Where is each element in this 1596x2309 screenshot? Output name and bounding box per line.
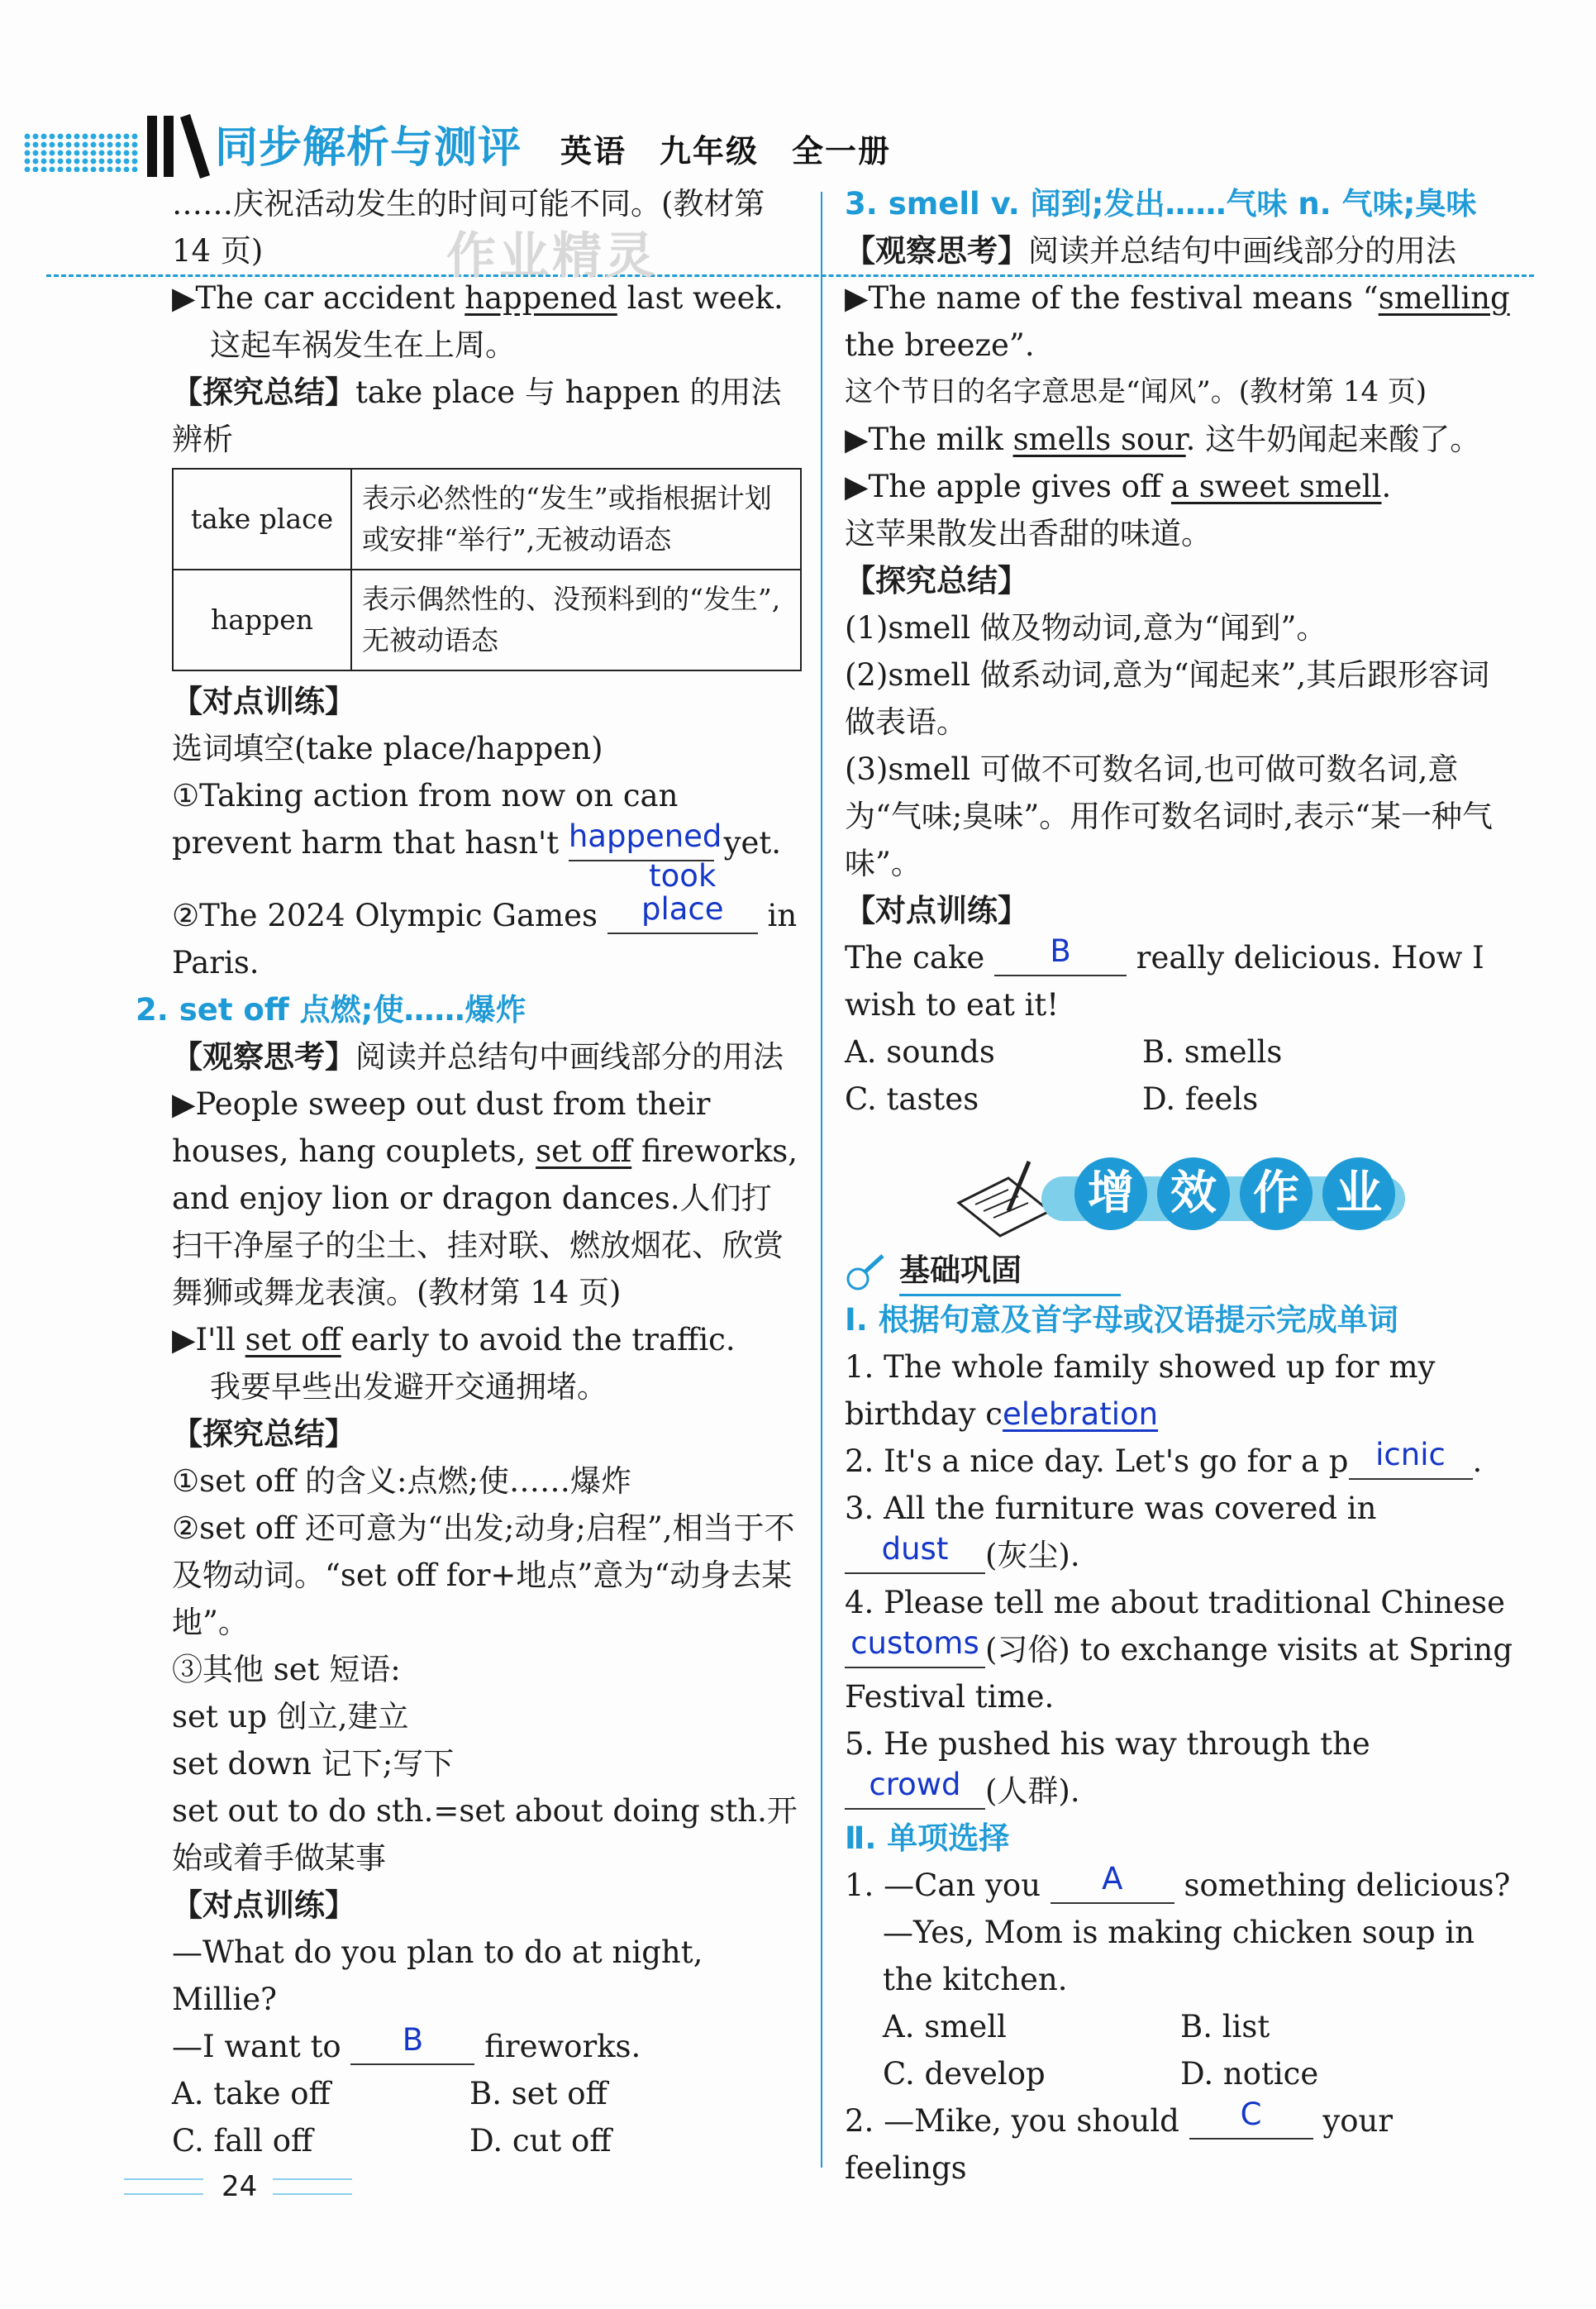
choice-item: 2. —Mike, you should C your feelings: [845, 2097, 1394, 2186]
answer: A: [1102, 1861, 1123, 1896]
dialogue-line: —What do you plan to do at night, Millie?: [172, 1935, 703, 2017]
banner-char: 效: [1157, 1157, 1230, 1230]
banner-char: 作: [1240, 1157, 1313, 1230]
point-heading: 2. set off 点燃;使……爆炸: [136, 992, 526, 1028]
summary-heading: 【探究总结】: [845, 563, 1028, 599]
options-row: C. fall off D. cut off: [172, 2123, 612, 2159]
summary-line: ②set off 还可意为“出发;动身;启程”,相当于不及物动词。“set off for+地点”意为“动身去某地”。: [172, 1510, 795, 1640]
beaker-icon: [845, 1251, 891, 1292]
summary-line: set up 创立,建立: [172, 1699, 409, 1734]
example-translation: 我要早些出发避开交通拥堵。: [210, 1369, 607, 1405]
dialogue-line: —I want to B fireworks.: [172, 2022, 641, 2064]
answer: icnic: [1375, 1437, 1446, 1472]
homework-banner: [950, 1153, 1413, 1244]
basics-heading: 基础巩固: [845, 1247, 1514, 1296]
underlined-phrase: happened: [465, 280, 617, 316]
practice-heading: 【对点训练】: [172, 1887, 355, 1923]
fill-item: 2. It's a nice day. Let's go for a p icnic .: [845, 1437, 1483, 1479]
summary-heading: 【探究总结】take place 与 happen 的用法辨析: [172, 374, 782, 457]
page-number-rule: [124, 2178, 203, 2195]
observe-heading: 【观察思考】阅读并总结句中画线部分的用法: [172, 1039, 784, 1075]
table-value-cell: 表示必然性的“发生”或指根据计划或安排“举行”,无被动语态: [351, 469, 801, 570]
example-sentence: ▶The apple gives off a sweet smell.: [845, 469, 1392, 504]
answer: took place: [641, 858, 724, 927]
choice-item-dialogue: —Yes, Mom is making chicken soup in the kitchen.: [883, 1915, 1475, 1997]
book-subtitle: 英语 九年级 全一册: [560, 133, 892, 169]
answer: dust: [881, 1531, 949, 1567]
watermark: 作业精灵: [446, 227, 658, 285]
table-key-cell: take place: [173, 469, 351, 570]
example-sentence: ▶The milk smells sour. 这牛奶闻起来酸了。: [845, 422, 1481, 457]
books-logo-icon: [144, 111, 220, 179]
table-row: [173, 469, 801, 570]
example-sentence: ▶People sweep out dust from their houses, hang couplets, set off fireworks, and enjoy lion or dragon dances.人们打扫干净屋子的尘土、挂对联、燃放烟花、欣赏舞狮或舞龙表演。(教材第 14 页): [172, 1086, 798, 1310]
section-title: Ⅱ. 单项选择: [845, 1820, 1010, 1856]
page-number-block: [124, 2170, 355, 2211]
answer: happened: [568, 818, 722, 854]
summary-line: (3)smell 可做不可数名词,也可做可数名词,意为“气味;臭味”。用作可数名词时,表示“某一种气味”。: [845, 751, 1493, 881]
answer: C: [1240, 2097, 1262, 2132]
practice-item: The cake B really delicious. How I wish to eat it!: [845, 933, 1484, 1023]
answer: crowd: [869, 1767, 961, 1802]
options-row: A. sounds B. smells: [845, 1034, 1283, 1070]
page-number-rule: [273, 2178, 352, 2195]
answer: elebration: [1003, 1396, 1159, 1432]
options-row: C. develop D. notice: [883, 2056, 1319, 2092]
fill-item: 4. Please tell me about traditional Chinese customs (习俗) to exchange visits at Spring Festival time.: [845, 1585, 1513, 1715]
table-key-cell: happen: [173, 570, 351, 670]
fill-item: 1. The whole family showed up for my birthday celebration: [845, 1349, 1436, 1432]
table-value-cell: 表示偶然性的、没预料到的“发生”,无被动语态: [351, 570, 801, 670]
example-translation: 这个节日的名字意思是“闻风”。(教材第 14 页): [845, 375, 1427, 408]
summary-line: ③其他 set 短语:: [172, 1652, 401, 1687]
point-heading: 3. smell v. 闻到;发出……气味 n. 气味;臭味: [845, 186, 1477, 222]
example-sentence: ▶The name of the festival means “smelling the breeze”.: [845, 280, 1510, 363]
observe-heading: 【观察思考】阅读并总结句中画线部分的用法: [845, 233, 1456, 269]
options-row: A. smell B. list: [883, 2009, 1270, 2044]
example-sentence: ▶I'll set off early to avoid the traffic.: [172, 1322, 736, 1357]
summary-line: set down 记下;写下: [172, 1746, 455, 1782]
page-number: 24: [222, 2170, 258, 2203]
section-title: Ⅰ. 根据句意及首字母或汉语提示完成单词: [845, 1302, 1398, 1338]
summary-line: (1)smell 做及物动词,意为“闻到”。: [845, 610, 1327, 646]
practice-item: ①Taking action from now on can prevent harm that hasn't happened yet.: [172, 778, 782, 861]
answer: B: [1050, 933, 1071, 969]
summary-line: ①set off 的含义:点燃;使……爆炸: [172, 1463, 631, 1499]
summary-line: (2)smell 做系动词,意为“闻起来”,其后跟形容词做表语。: [845, 657, 1490, 740]
example-translation: 这起车祸发生在上周。: [210, 327, 516, 363]
summary-heading: 【探究总结】: [172, 1416, 355, 1452]
example-translation: 这苹果散发出香甜的味道。: [845, 516, 1212, 551]
choice-item: 1. —Can you A something delicious?: [845, 1861, 1511, 1903]
practice-heading: 【对点训练】: [172, 684, 355, 719]
text-line: ……庆祝活动发生的时间可能不同。(教材第 14 页): [172, 186, 765, 269]
left-column: [136, 180, 802, 2164]
banner-char: 增: [1074, 1157, 1147, 1230]
practice-item: ②The 2024 Olympic Games took place in Paris.: [172, 858, 798, 980]
table-row: [173, 570, 801, 670]
page-header: [23, 106, 1511, 188]
answer: customs: [850, 1625, 979, 1661]
fill-item: 5. He pushed his way through the crowd (人群).: [845, 1726, 1370, 1809]
book-title: 同步解析与测评: [215, 123, 522, 173]
answer: B: [402, 2022, 424, 2058]
instruction: 选词填空(take place/happen): [172, 731, 603, 766]
fill-item: 3. All the furniture was covered in dust (灰尘).: [845, 1491, 1377, 1573]
options-row: C. tastes D. feels: [845, 1081, 1259, 1117]
practice-heading: 【对点训练】: [845, 893, 1028, 928]
header-dots-decoration: [23, 132, 139, 172]
summary-line: set out to do sth.=set about doing sth.开始或着手做某事: [172, 1793, 798, 1876]
options-row: A. take off B. set off: [172, 2076, 607, 2111]
banner-char: 业: [1322, 1157, 1395, 1230]
comparison-table: [172, 468, 802, 671]
column-divider: [821, 192, 822, 2168]
example-sentence: ▶The car accident happened last week.: [172, 280, 784, 316]
